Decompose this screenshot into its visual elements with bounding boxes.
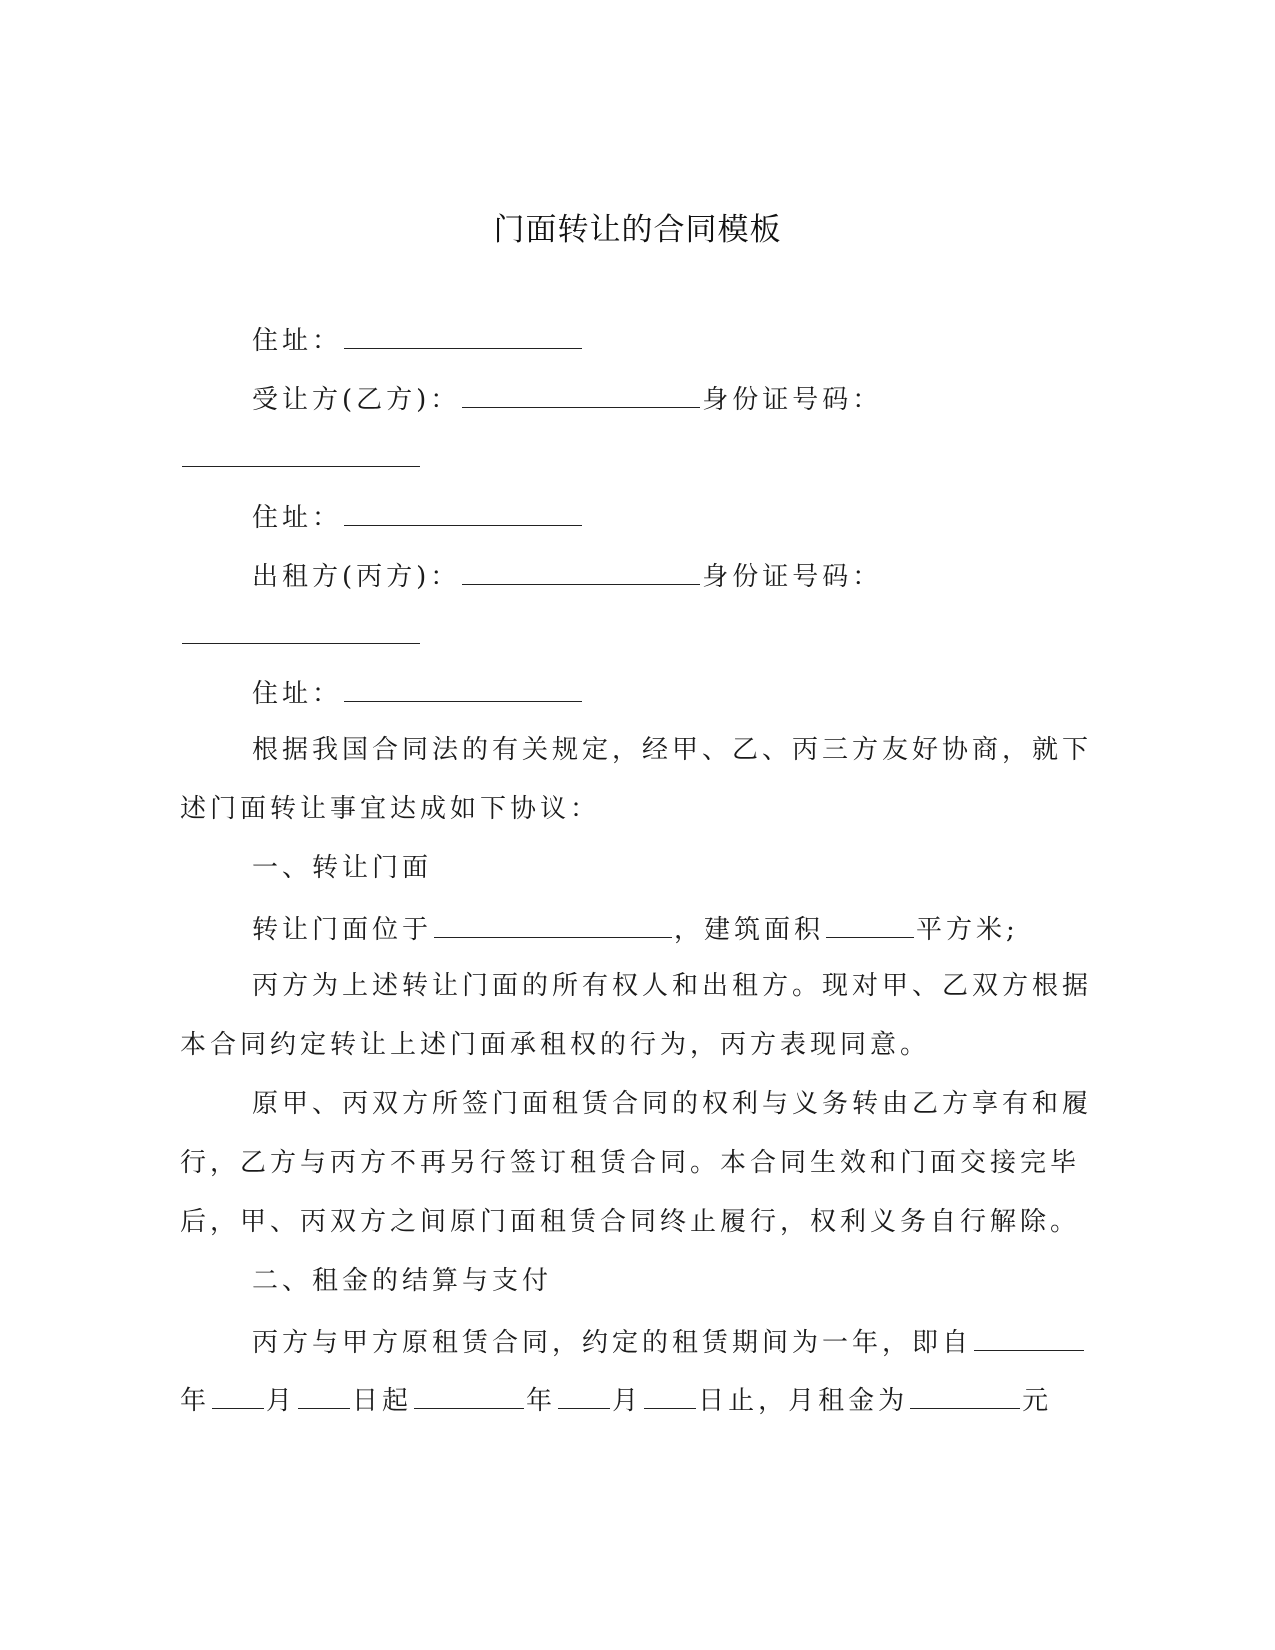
currency-unit: 元 bbox=[1022, 1386, 1053, 1416]
lease-period-line bbox=[252, 1322, 1086, 1361]
address-line-1 bbox=[252, 320, 584, 359]
lessor-name-blank[interactable] bbox=[462, 556, 700, 585]
paragraph-intro-2: 述门面转让事宜达成如下协议： bbox=[180, 794, 601, 824]
year-label: 年 bbox=[180, 1386, 211, 1416]
lessor-label: 出租方(丙方)： bbox=[252, 562, 461, 592]
paragraph-line: 原甲、丙双方所签门面租赁合同的权利与义务转由乙方享有和履 bbox=[252, 1089, 1093, 1119]
storefront-location-line bbox=[252, 909, 1019, 948]
address-blank[interactable] bbox=[344, 320, 582, 349]
lease-dates-line bbox=[180, 1380, 1052, 1419]
paragraph-line: 丙方为上述转让门面的所有权人和出租方。现对甲、乙双方根据 bbox=[252, 971, 1093, 1001]
location-label: 转让门面位于 bbox=[252, 915, 433, 945]
address-label: 住址： bbox=[252, 503, 343, 533]
paragraph-intro-1: 根据我国合同法的有关规定，经甲、乙、丙三方友好协商，就下 bbox=[252, 735, 1093, 765]
area-unit: 平方米; bbox=[916, 915, 1019, 945]
transferee-id-line bbox=[180, 438, 422, 477]
end-day-blank[interactable] bbox=[644, 1380, 696, 1409]
section-heading-2: 二、租金的结算与支付 bbox=[252, 1266, 553, 1296]
address-blank[interactable] bbox=[344, 673, 582, 702]
year-label: 年 bbox=[526, 1386, 557, 1416]
paragraph-line: 行，乙方与丙方不再另行签订租赁合同。本合同生效和门面交接完毕 bbox=[180, 1148, 1081, 1178]
address-line-2 bbox=[252, 497, 584, 536]
rent-label: 日止，月租金为 bbox=[698, 1386, 909, 1416]
transferee-id-blank[interactable] bbox=[182, 438, 420, 467]
end-year-blank[interactable] bbox=[414, 1380, 524, 1409]
lessor-line bbox=[252, 556, 882, 595]
lease-period-text: 丙方与甲方原租赁合同，约定的租赁期间为一年，即自 bbox=[252, 1328, 973, 1358]
address-blank[interactable] bbox=[344, 497, 582, 526]
end-month-blank[interactable] bbox=[558, 1380, 610, 1409]
day-start-label: 日起 bbox=[352, 1386, 413, 1416]
transferee-line bbox=[252, 379, 882, 418]
lessor-id-line bbox=[180, 615, 422, 654]
document-title: 门面转让的合同模板 bbox=[493, 212, 782, 248]
id-number-label: 身份证号码： bbox=[702, 562, 883, 592]
transferee-name-blank[interactable] bbox=[462, 379, 700, 408]
id-number-label: 身份证号码： bbox=[702, 385, 883, 415]
address-label: 住址： bbox=[252, 326, 343, 356]
address-line-3 bbox=[252, 673, 584, 712]
transferee-label: 受让方(乙方)： bbox=[252, 385, 461, 415]
section-heading-1: 一、转让门面 bbox=[252, 853, 433, 883]
paragraph-line: 后，甲、丙双方之间原门面租赁合同终止履行，权利义务自行解除。 bbox=[180, 1207, 1081, 1237]
area-label: ，建筑面积 bbox=[674, 915, 825, 945]
lessor-id-blank[interactable] bbox=[182, 615, 420, 644]
monthly-rent-blank[interactable] bbox=[910, 1380, 1020, 1409]
location-blank[interactable] bbox=[434, 909, 672, 938]
paragraph-line: 本合同约定转让上述门面承租权的行为，丙方表现同意。 bbox=[180, 1030, 931, 1060]
month-label: 月 bbox=[612, 1386, 643, 1416]
month-label: 月 bbox=[266, 1386, 297, 1416]
address-label: 住址： bbox=[252, 679, 343, 709]
area-blank[interactable] bbox=[826, 909, 914, 938]
start-day-blank[interactable] bbox=[298, 1380, 350, 1409]
start-year-blank[interactable] bbox=[974, 1322, 1084, 1351]
start-month-blank[interactable] bbox=[212, 1380, 264, 1409]
